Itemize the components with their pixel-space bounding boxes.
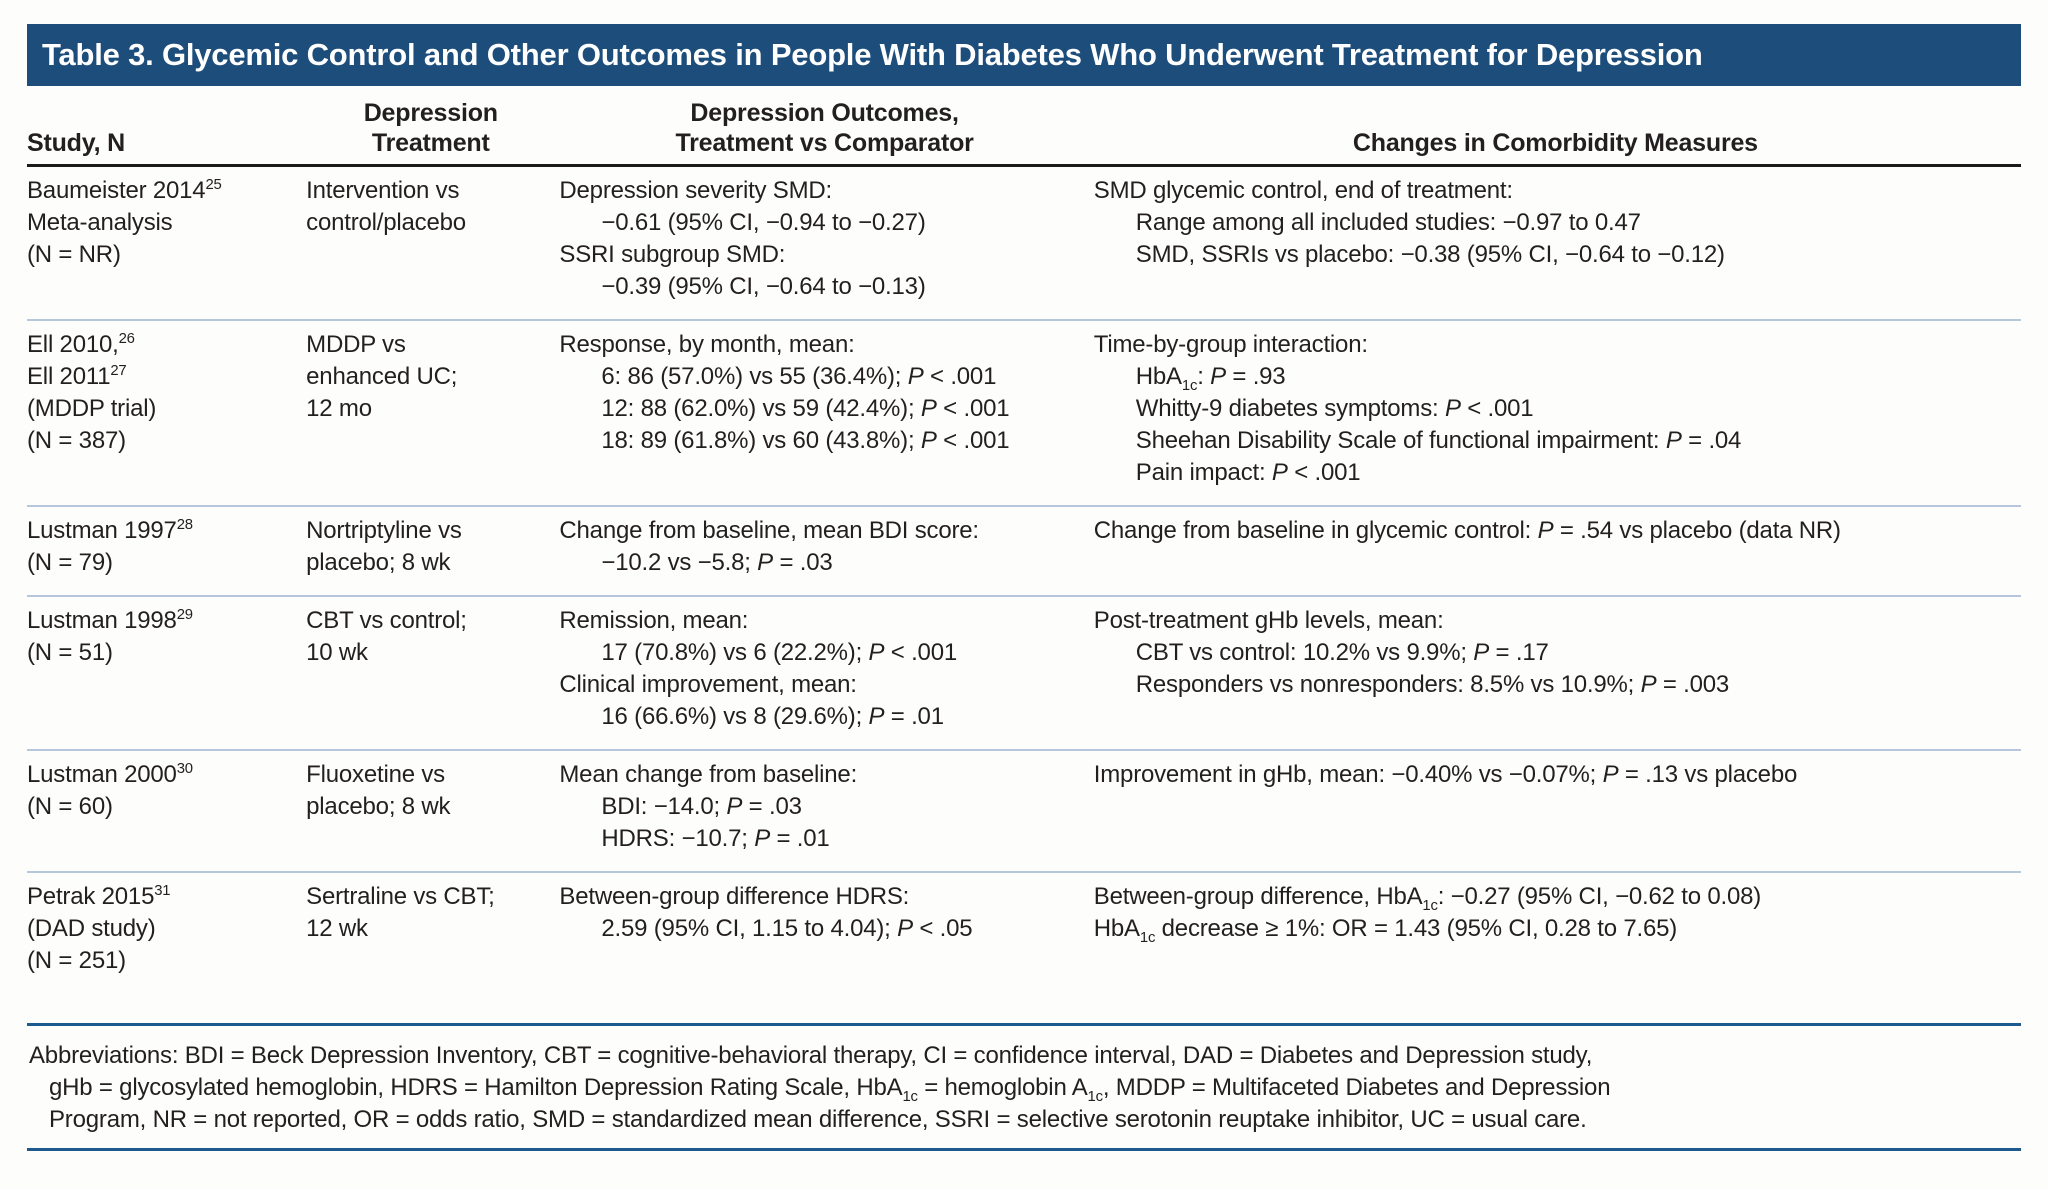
superscript: 25 [205, 177, 222, 193]
cell-line: Clinical improvement, mean: [559, 671, 857, 698]
italic-text: P [868, 639, 885, 666]
subscript: 1c [1087, 1088, 1103, 1105]
cell-treatment [306, 750, 559, 872]
cell-line: 12 wk [306, 915, 368, 942]
footnote-line: gHb = glycosylated hemoglobin, HDRS = Hamilton Depression Rating Scale, HbA$_{1c}$ = hemoglobin $A_{1c}$, MDDP = Multifaceted Diabetes and Depression [49, 1074, 1611, 1105]
cell-outcomes [559, 166, 1093, 321]
cell-line: Range among all included studies: −0.97 to 0.47 [1135, 209, 1641, 236]
cell-study [27, 872, 306, 1025]
cell-study [27, 166, 306, 321]
cell-line: (N = 60) [27, 793, 113, 820]
italic-text: P [1537, 517, 1554, 544]
cell-line: SMD glycemic control, end of treatment: [1093, 177, 1513, 204]
cell-comorbidity [1094, 320, 2021, 506]
cell-line: Between-group difference, HbA$_{1c}$: −0.27 (95% CI, −0.62 to 0.08) [1093, 883, 1762, 914]
table-row [27, 872, 2021, 1025]
cell-line: placebo; 8 wk [306, 549, 451, 576]
cell-line: Pain impact: P < .001 [1135, 459, 1361, 486]
superscript: 30 [176, 761, 193, 777]
table-header [27, 90, 2021, 166]
column-header-line: Depression Outcomes, [690, 99, 959, 127]
cell-line: placebo; 8 wk [306, 793, 451, 820]
italic-text: P [868, 703, 885, 730]
cell-outcomes [559, 320, 1093, 506]
column-header-outcomes [559, 90, 1093, 166]
cell-line: Post-treatment gHb levels, mean: [1093, 607, 1444, 634]
cell-line: Petrak 2015$^{31}$ [27, 883, 171, 910]
cell-line: 2.59 (95% CI, 1.15 to 4.04); P < .05 [601, 915, 973, 942]
cell-line: HbA$_{1c}$ decrease ≥ 1%: OR = 1.43 (95% CI, 0.28 to 7.65) [1093, 915, 1678, 946]
column-header-line: Depression [363, 99, 498, 127]
cell-line: (DAD study) [27, 915, 156, 942]
cell-line: (N = 79) [27, 549, 113, 576]
cell-line: Change from baseline in glycemic control: P = .54 vs placebo (data NR) [1093, 517, 1841, 544]
cell-line: Sheehan Disability Scale of functional impairment: P = .04 [1135, 427, 1742, 454]
cell-line: enhanced UC; [306, 363, 458, 390]
cell-study [27, 506, 306, 596]
table-footnote [27, 1026, 2021, 1151]
italic-text: P [920, 395, 937, 422]
footnote-line: Abbreviations: BDI = Beck Depression Inventory, CBT = cognitive-behavioral therapy, CI = confidence interval, DAD = Diabetes and Depression study, [29, 1042, 1593, 1069]
italic-text: P [1640, 671, 1657, 698]
italic-text: P [1665, 427, 1682, 454]
cell-line: BDI: −14.0; P = .03 [601, 793, 802, 820]
cell-line: Response, by month, mean: [559, 331, 855, 358]
cell-line: Baumeister 2014$^{25}$ [27, 177, 222, 204]
italic-text: P [1210, 363, 1226, 390]
cell-treatment [306, 166, 559, 321]
cell-treatment [306, 872, 559, 1025]
cell-study [27, 750, 306, 872]
cell-line: MDDP vs [306, 331, 406, 358]
cell-line: 10 wk [306, 639, 368, 666]
subscript: 1c [1139, 929, 1156, 946]
header-row [27, 90, 2021, 166]
subscript: 1c [1422, 897, 1438, 914]
cell-line: (MDDP trial) [27, 395, 157, 422]
table-row [27, 596, 2021, 750]
subscript: 1c [902, 1088, 918, 1105]
table-title-bar [27, 24, 2021, 86]
cell-line: 12 mo [306, 395, 372, 422]
cell-outcomes [559, 596, 1093, 750]
italic-text: P [1473, 639, 1490, 666]
cell-line: −10.2 vs −5.8; P = .03 [601, 549, 833, 576]
cell-line: (N = 387) [27, 427, 126, 454]
cell-line: HbA$_{1c}$: P = .93 [1135, 363, 1286, 394]
cell-line: Responders vs nonresponders: 8.5% vs 10.9%; P = .003 [1135, 671, 1730, 698]
superscript: 26 [118, 331, 135, 347]
subscript: 1c [1181, 377, 1198, 394]
superscript: 28 [176, 517, 193, 533]
table-title: Table 3. Glycemic Control and Other Outcomes in People With Diabetes Who Underwent Treatment for Depression [42, 37, 1703, 72]
cell-line: Mean change from baseline: [559, 761, 858, 788]
column-header-treatment [306, 90, 559, 166]
italic-text: P [920, 427, 937, 454]
cell-line: Sertraline vs CBT; [306, 883, 495, 910]
cell-line: 18: 89 (61.8%) vs 60 (43.8%); P < .001 [601, 427, 1010, 454]
cell-comorbidity [1094, 166, 2021, 321]
cell-line: Ell 2011$^{27}$ [27, 363, 127, 390]
cell-line: Whitty-9 diabetes symptoms: P < .001 [1135, 395, 1534, 422]
column-header-line: Treatment [371, 129, 490, 157]
cell-outcomes [559, 750, 1093, 872]
cell-line: (N = 51) [27, 639, 113, 666]
cell-line: Ell 2010,26 [27, 331, 135, 358]
table-row [27, 166, 2021, 321]
cell-line: 6: 86 (57.0%) vs 55 (36.4%); P < .001 [601, 363, 997, 390]
italic-text: P [754, 825, 771, 852]
table-body [27, 166, 2021, 1025]
cell-line: Lustman 1998$^{29}$ [27, 607, 193, 634]
cell-line: 12: 88 (62.0%) vs 59 (42.4%); P < .001 [601, 395, 1010, 422]
cell-line: SMD, SSRIs vs placebo: −0.38 (95% CI, −0.64 to −0.12) [1135, 241, 1725, 268]
cell-comorbidity [1094, 750, 2021, 872]
table-row [27, 506, 2021, 596]
cell-treatment [306, 596, 559, 750]
cell-treatment [306, 506, 559, 596]
cell-line: HDRS: −10.7; P = .01 [601, 825, 830, 852]
superscript: 27 [110, 363, 127, 379]
cell-line: control/placebo [306, 209, 466, 236]
cell-line: Between-group difference HDRS: [559, 883, 910, 910]
cell-comorbidity [1094, 506, 2021, 596]
column-header-line: Study, N [27, 129, 125, 157]
cell-line: (N = NR) [27, 241, 121, 268]
cell-line: Change from baseline, mean BDI score: [559, 517, 979, 544]
cell-line: CBT vs control: 10.2% vs 9.9%; P = .17 [1135, 639, 1549, 666]
cell-line: SSRI subgroup SMD: [559, 241, 786, 268]
cell-treatment [306, 320, 559, 506]
cell-line: Intervention vs [306, 177, 460, 204]
table-figure [27, 24, 2021, 1151]
cell-line: 16 (66.6%) vs 8 (29.6%); P = .01 [601, 703, 944, 730]
italic-text: P [1444, 395, 1461, 422]
cell-line: Nortriptyline vs [306, 517, 462, 544]
italic-text: P [907, 363, 924, 390]
column-header-comorbidity [1094, 90, 2021, 166]
cell-outcomes [559, 506, 1093, 596]
cell-line: 17 (70.8%) vs 6 (22.2%); P < .001 [601, 639, 957, 666]
cell-line: Lustman 2000$^{30}$ [27, 761, 193, 788]
cell-line: Remission, mean: [559, 607, 749, 634]
cell-line: Meta-analysis [27, 209, 173, 236]
footnote-line: Program, NR = not reported, OR = odds ratio, SMD = standardized mean difference, SSRI = selective serotonin reuptake inhibitor, UC = usual care. [49, 1106, 1587, 1133]
cell-study [27, 320, 306, 506]
cell-line: Time-by-group interaction: [1093, 331, 1368, 358]
cell-line: Depression severity SMD: [559, 177, 833, 204]
cell-comorbidity [1094, 596, 2021, 750]
italic-text: P [726, 793, 743, 820]
table-row [27, 750, 2021, 872]
cell-line: CBT vs control; [306, 607, 467, 634]
italic-text: P [897, 915, 913, 942]
cell-line: −0.61 (95% CI, −0.94 to −0.27) [601, 209, 926, 236]
cell-line: −0.39 (95% CI, −0.64 to −0.13) [601, 273, 926, 300]
superscript: 29 [176, 607, 193, 623]
cell-study [27, 596, 306, 750]
cell-line: Improvement in gHb, mean: −0.40% vs −0.07%; P = .13 vs placebo [1093, 761, 1798, 788]
italic-text: P [757, 549, 773, 576]
column-header-study [27, 90, 306, 166]
table-row [27, 320, 2021, 506]
superscript: 31 [154, 883, 171, 899]
column-header-line: Changes in Comorbidity Measures [1352, 129, 1758, 157]
outcomes-table [27, 90, 2021, 1026]
cell-line: Fluoxetine vs [306, 761, 445, 788]
italic-text: P [1602, 761, 1619, 788]
italic-text: P [1271, 459, 1288, 486]
column-header-line: Treatment vs Comparator [675, 129, 974, 157]
cell-line: (N = 251) [27, 947, 126, 974]
cell-line: Lustman 1997$^{28}$ [27, 517, 193, 544]
cell-outcomes [559, 872, 1093, 1025]
cell-comorbidity [1094, 872, 2021, 1025]
